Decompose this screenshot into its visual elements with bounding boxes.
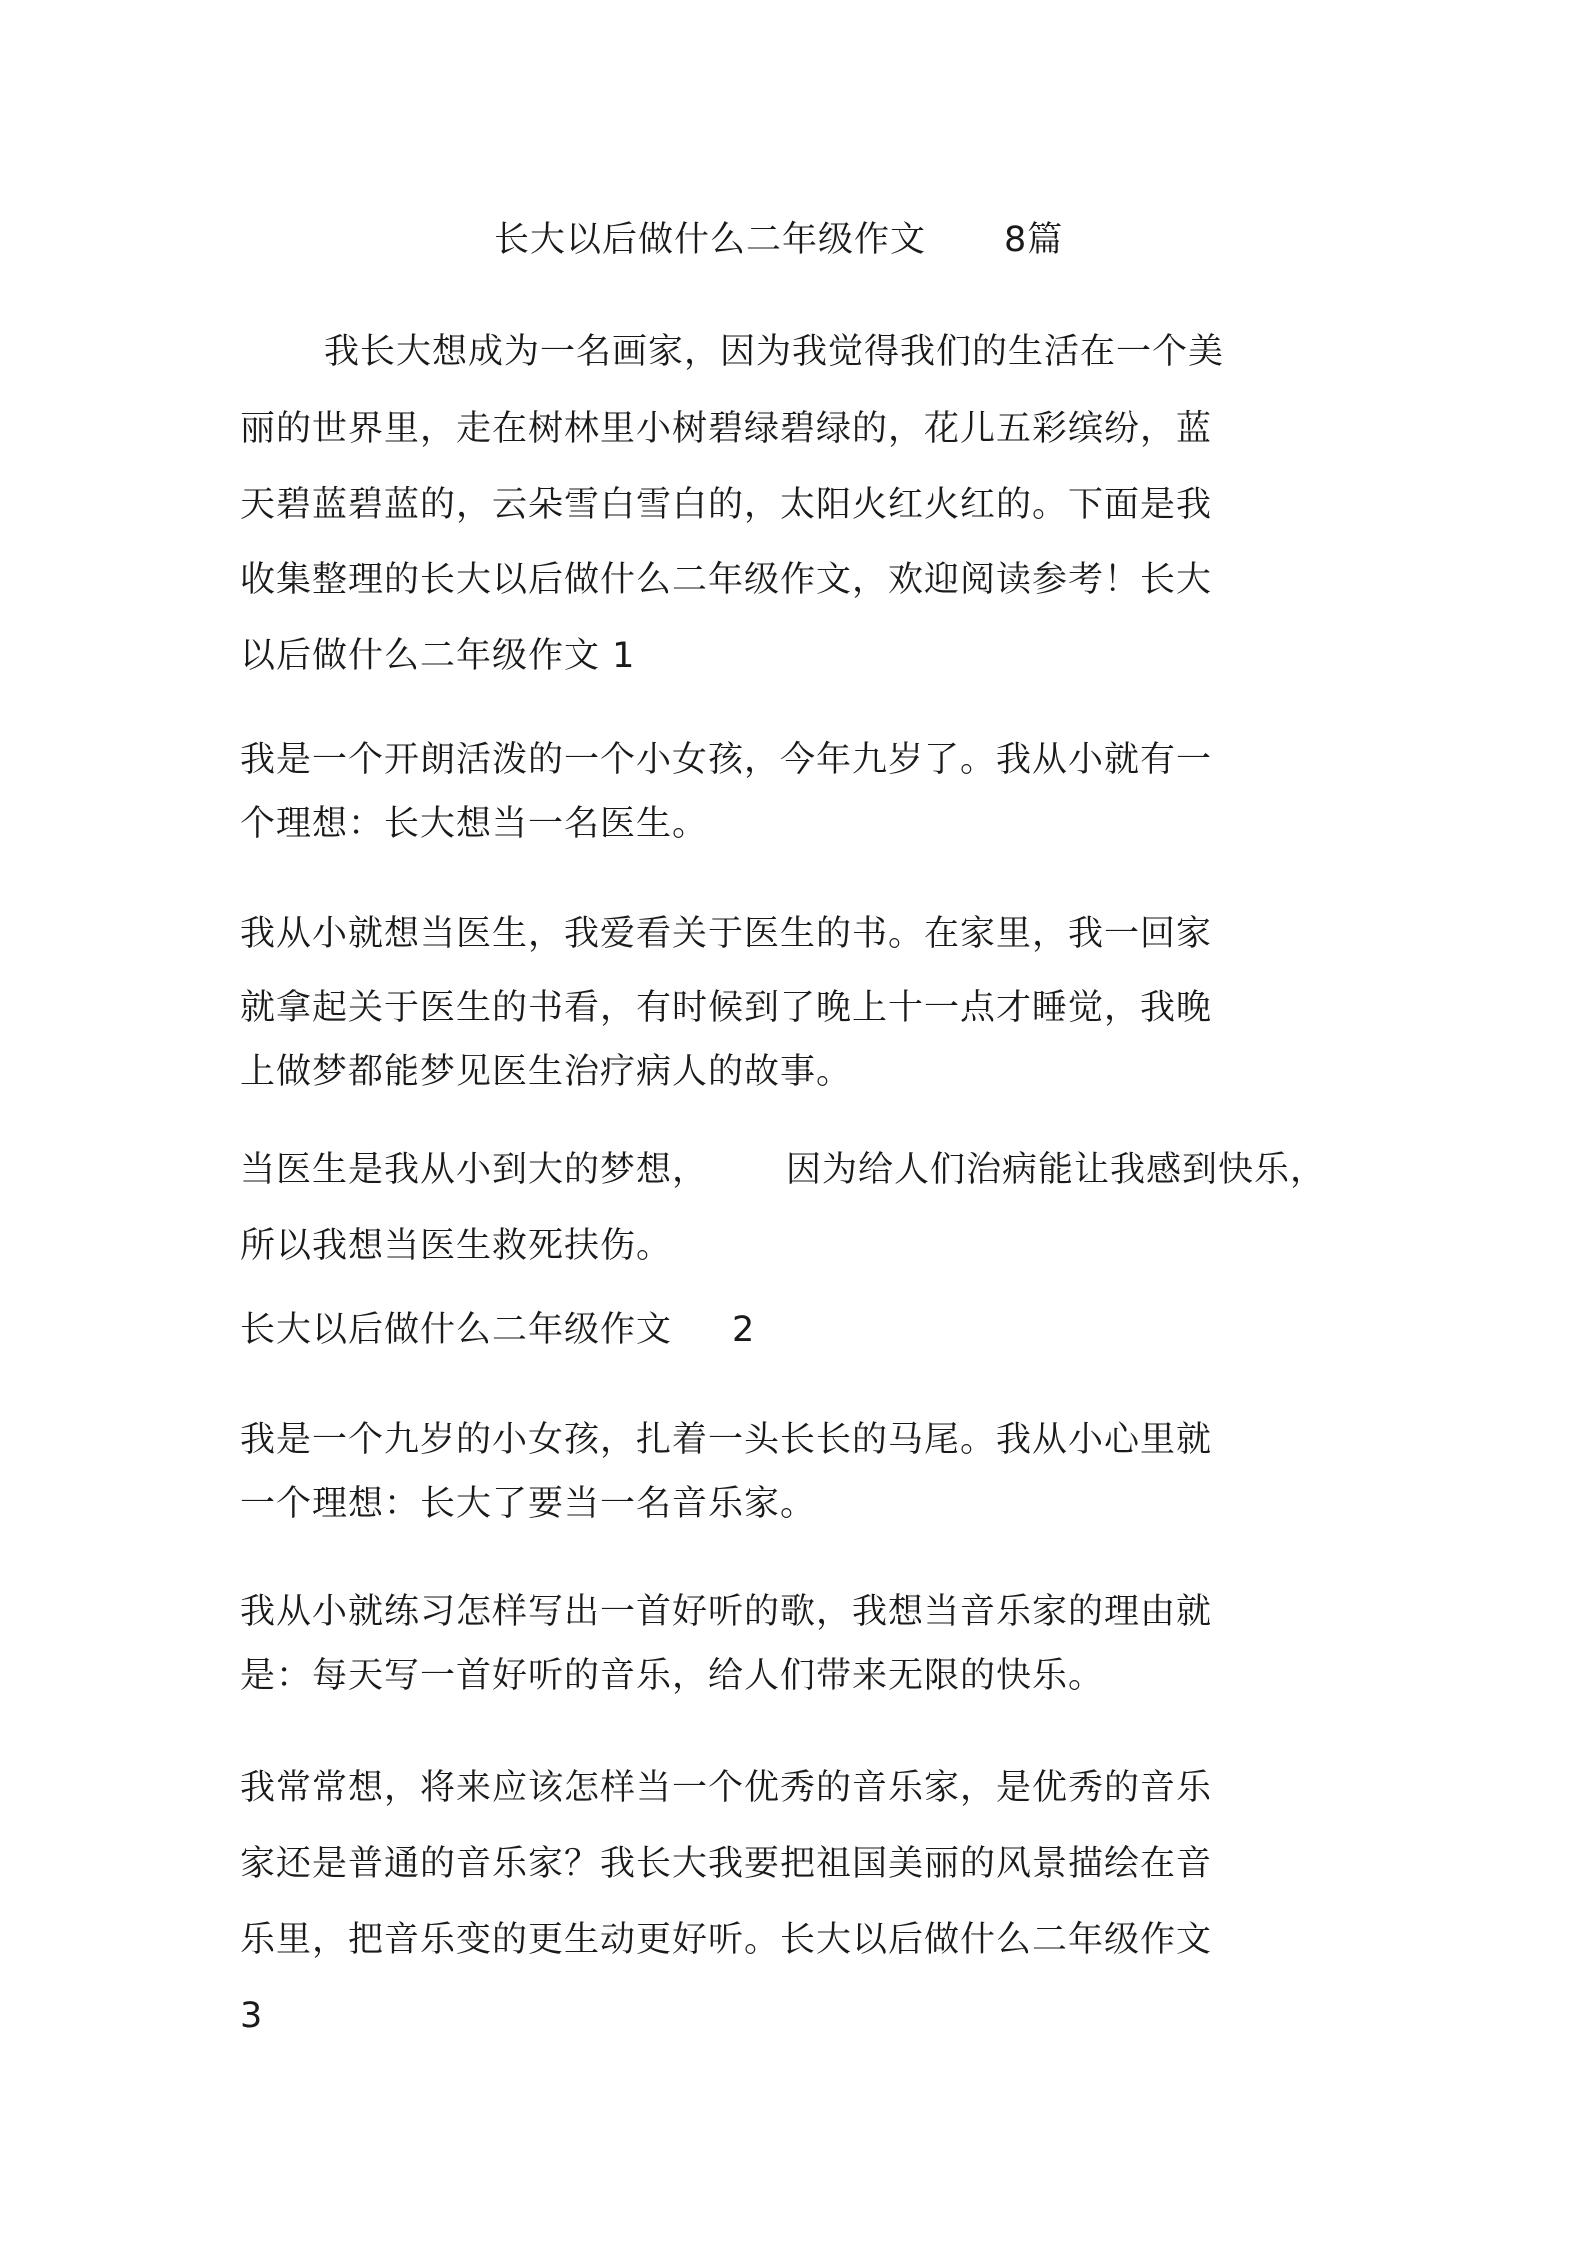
essay2-heading bbox=[240, 1306, 755, 1354]
intro-line-3: 天碧蓝碧蓝的，云朵雪白雪白的，太阳火红火红的。下面是我 bbox=[240, 485, 1213, 525]
essay2-p3-line-2: 家还是普通的音乐家？我长大我要把祖国美丽的风景描绘在音 bbox=[240, 1844, 1213, 1884]
essay1-p3-line-2: 所以我想当医生救死扶伤。 bbox=[240, 1226, 673, 1266]
title-count: 8篇 bbox=[1004, 220, 1064, 260]
essay2-p2-line-1: 我从小就练习怎样写出一首好听的歌，我想当音乐家的理由就 bbox=[240, 1592, 1213, 1632]
essay2-heading-num: 2 bbox=[732, 1310, 756, 1350]
essay2-p3-line-1: 我常常想，将来应该怎样当一个优秀的音乐家，是优秀的音乐 bbox=[240, 1768, 1213, 1808]
essay2-p1-line-1: 我是一个九岁的小女孩，扎着一头长长的马尾。我从小心里就 bbox=[240, 1420, 1213, 1460]
essay2-p3-line-3: 乐里，把音乐变的更生动更好听。长大以后做什么二年级作文 bbox=[240, 1920, 1213, 1960]
essay2-heading-text: 长大以后做什么二年级作文 bbox=[240, 1310, 673, 1350]
essay1-p3-line-1b: 因为给人们治病能让我感到快乐， bbox=[786, 1150, 1327, 1190]
essay1-p1-line-1: 我是一个开朗活泼的一个小女孩，今年九岁了。我从小就有一 bbox=[240, 740, 1213, 780]
intro-line-2: 丽的世界里，走在树林里小树碧绿碧绿的，花儿五彩缤纷，蓝 bbox=[240, 409, 1213, 449]
intro-line-4: 收集整理的长大以后做什么二年级作文，欢迎阅读参考！长大 bbox=[240, 560, 1213, 600]
title-text: 长大以后做什么二年级作文 bbox=[494, 220, 927, 260]
essay1-p1-line-2: 个理想：长大想当一名医生。 bbox=[240, 804, 709, 844]
intro-line-1: 我长大想成为一名画家，因为我觉得我们的生活在一个美 bbox=[324, 332, 1225, 372]
essay1-p3-line-1 bbox=[240, 1146, 1326, 1194]
essay1-p3-line-1a: 当医生是我从小到大的梦想， bbox=[240, 1150, 709, 1190]
essay2-p2-line-2: 是：每天写一首好听的音乐，给人们带来无限的快乐。 bbox=[240, 1656, 1105, 1696]
essay1-p2-line-2: 就拿起关于医生的书看，有时候到了晚上十一点才睡觉，我晚 bbox=[240, 988, 1213, 1028]
essay1-p2-line-3: 上做梦都能梦见医生治疗病人的故事。 bbox=[240, 1052, 853, 1092]
document-title bbox=[494, 216, 1063, 264]
intro-line-5: 以后做什么二年级作文 1 bbox=[240, 636, 636, 676]
essay2-p1-line-2: 一个理想：长大了要当一名音乐家。 bbox=[240, 1484, 817, 1524]
essay2-p3-line-4: 3 bbox=[240, 1996, 264, 2036]
essay1-p2-line-1: 我从小就想当医生，我爱看关于医生的书。在家里，我一回家 bbox=[240, 914, 1213, 954]
